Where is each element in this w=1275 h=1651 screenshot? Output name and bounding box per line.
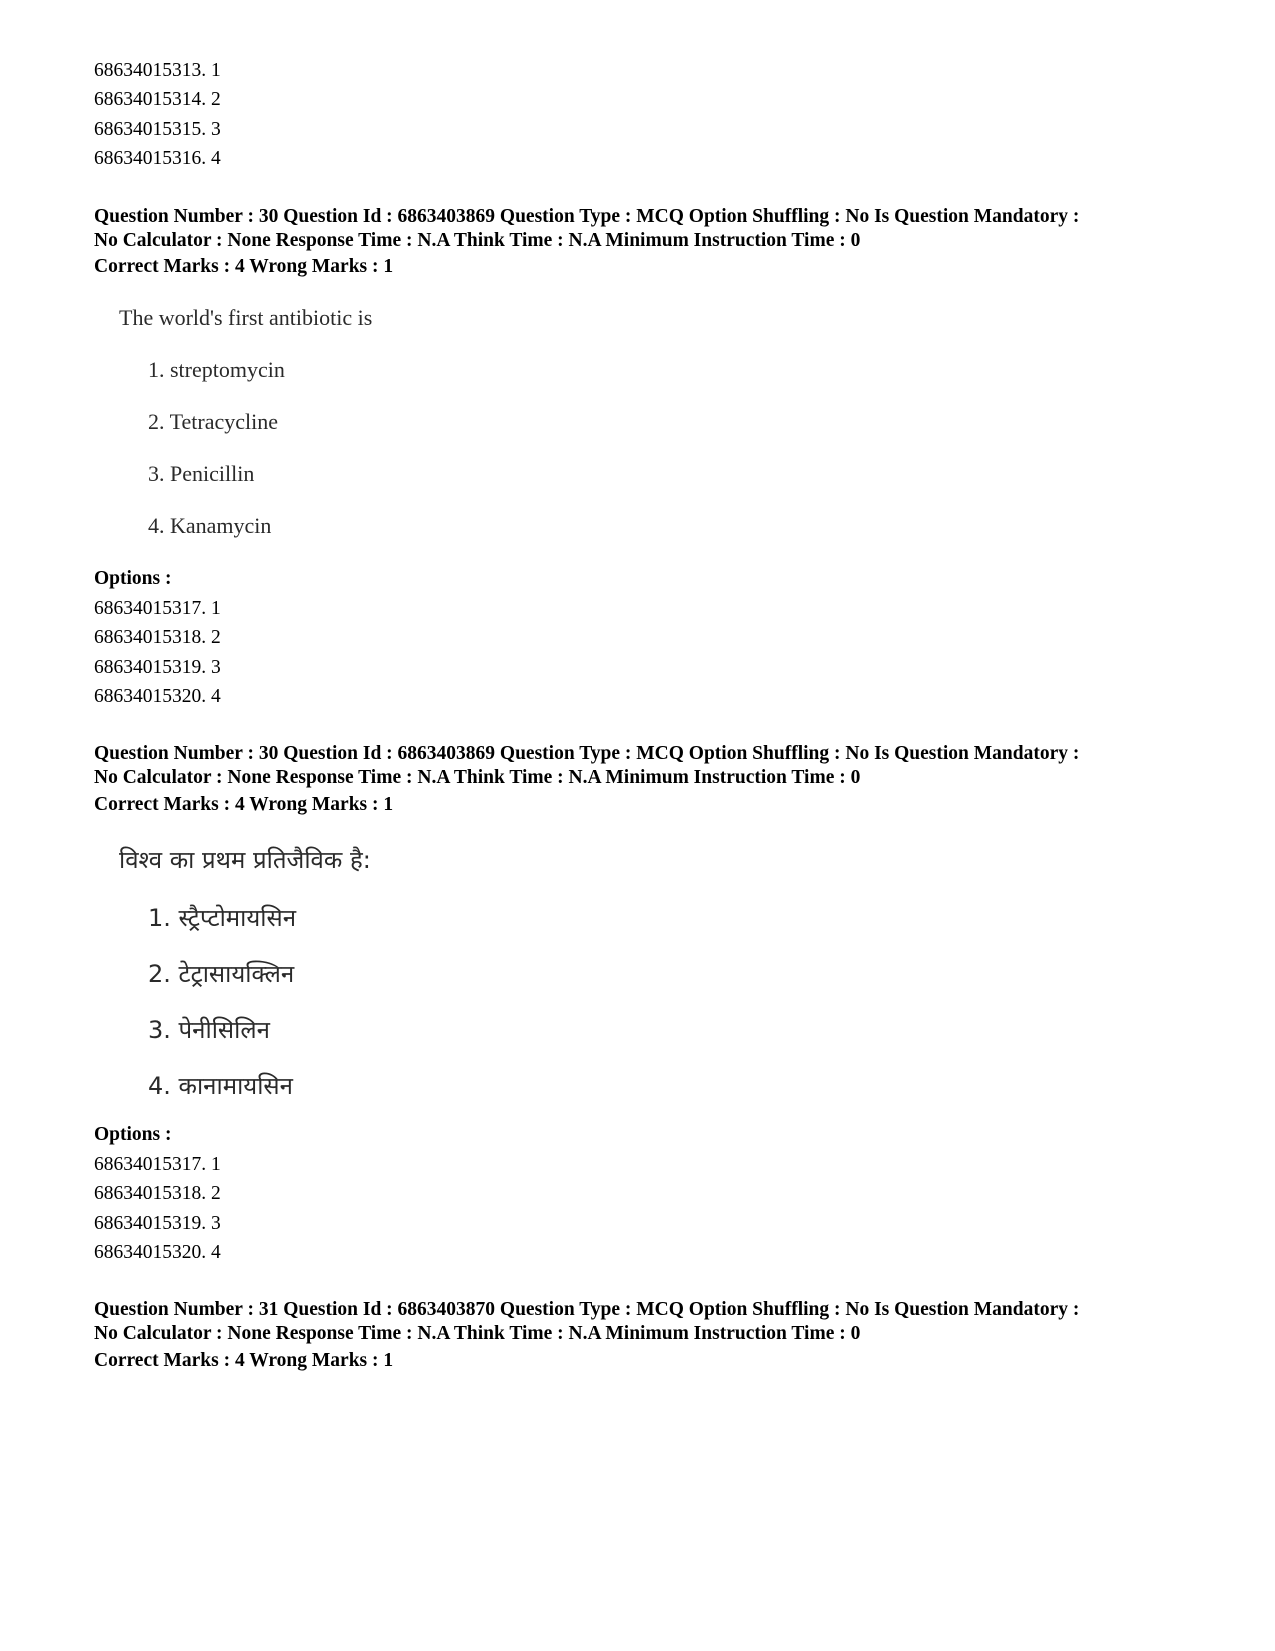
option-item: 68634015316. 4 [94, 147, 221, 169]
option-item: 68634015319. 3 [94, 1212, 221, 1234]
meta-line-1: Question Number : 30 Question Id : 6863403869 Question Type : MCQ Option Shuffling : No Is Question Mandatory : [94, 206, 1080, 227]
q30-hi-options-list [94, 1150, 221, 1267]
q30-en-options-list [94, 594, 221, 711]
meta-line-1: Question Number : 31 Question Id : 6863403870 Question Type : MCQ Option Shuffling : No Is Question Mandatory : [94, 1299, 1080, 1320]
q30-hi-stem: विश्व का प्रथम प्रतिजैविक है: [119, 846, 371, 874]
option-item: 68634015315. 3 [94, 118, 221, 140]
q30-en-choice-3: 3. Penicillin [148, 461, 255, 486]
option-item: 68634015318. 2 [94, 1183, 221, 1205]
q31-marks: Correct Marks : 4 Wrong Marks : 1 [94, 1350, 394, 1371]
prev-options-list [94, 56, 221, 173]
q30-en-meta [94, 205, 1079, 253]
q30-en-choice-1: 1. streptomycin [148, 357, 285, 382]
option-item: 68634015313. 1 [94, 60, 221, 81]
q31-meta [94, 1298, 1079, 1346]
q30-hi-choice-4: 4. कानामायसिन [148, 1072, 293, 1100]
option-item: 68634015317. 1 [94, 1154, 221, 1175]
q30-hi-marks: Correct Marks : 4 Wrong Marks : 1 [94, 794, 394, 815]
option-item: 68634015314. 2 [94, 89, 221, 111]
q30-en-marks: Correct Marks : 4 Wrong Marks : 1 [94, 256, 394, 277]
meta-line-2: No Calculator : None Response Time : N.A Think Time : N.A Minimum Instruction Time : 0 [94, 230, 861, 251]
option-item: 68634015318. 2 [94, 627, 221, 649]
option-item: 68634015317. 1 [94, 598, 221, 619]
meta-line-1: Question Number : 30 Question Id : 6863403869 Question Type : MCQ Option Shuffling : No Is Question Mandatory : [94, 743, 1080, 764]
q30-hi-choice-3: 3. पेनीसिलिन [148, 1016, 270, 1044]
option-item: 68634015320. 4 [94, 685, 221, 707]
q30-en-choice-4: 4. Kanamycin [148, 513, 272, 538]
q30-hi-meta [94, 742, 1079, 790]
meta-line-2: No Calculator : None Response Time : N.A Think Time : N.A Minimum Instruction Time : 0 [94, 767, 861, 788]
q30-hi-choice-1: 1. स्ट्रैप्टोमायसिन [148, 904, 297, 932]
q30-en-choice-2: 2. Tetracycline [148, 409, 278, 434]
q30-hi-choice-2: 2. टेट्रासायक्लिन [148, 960, 295, 988]
q30-en-options-label: Options : [94, 568, 172, 589]
option-item: 68634015320. 4 [94, 1241, 221, 1263]
q30-hi-options-label: Options : [94, 1124, 172, 1145]
q30-en-stem: The world's first antibiotic is [119, 305, 373, 330]
option-item: 68634015319. 3 [94, 656, 221, 678]
meta-line-2: No Calculator : None Response Time : N.A Think Time : N.A Minimum Instruction Time : 0 [94, 1323, 861, 1344]
